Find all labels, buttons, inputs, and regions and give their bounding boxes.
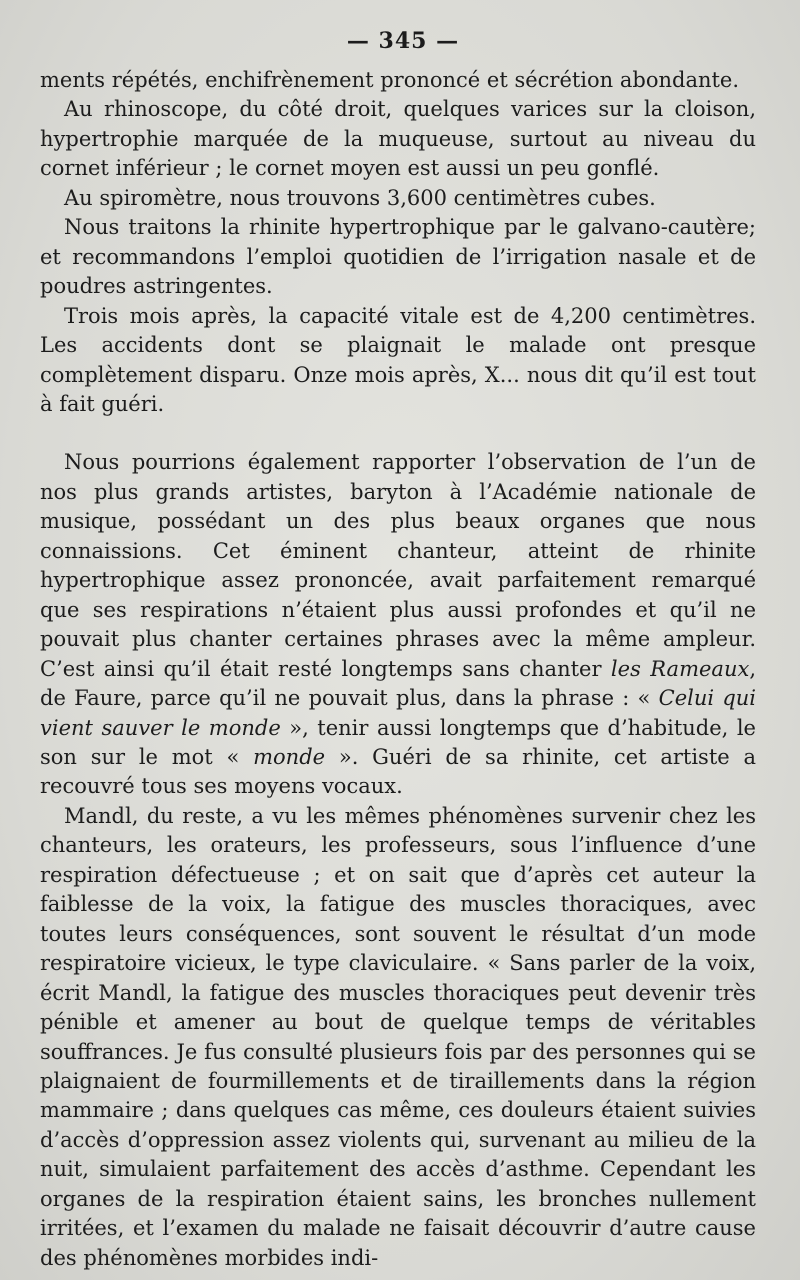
paragraph-p2 [40, 184, 756, 213]
page-number: — 345 — [346, 28, 460, 54]
paragraph-p0 [40, 66, 756, 95]
paragraph-gap [40, 419, 756, 448]
text-run: Au rhinoscope, du côté droit, quelques varices sur la cloison, hypertrophie marquée de la muqueuse, surtout au niveau du cornet inférieur ; le cornet moyen est aussi un peu gonflé. [40, 97, 756, 181]
text-run: , de Faure, parce qu’il ne pouvait plus, dans la phrase : « [40, 656, 756, 711]
text-run: Mandl, du reste, a vu les mêmes phénomènes survenir chez les chanteurs, les orateurs, les professeurs, sous l’influence d’une respiration défectueuse ; et on sait que d’après cet auteur la faiblesse de la voix, la fatigue des muscles thoraciques, avec toutes leurs conséquences, sont souvent le résultat d’un mode respiratoire vicieux, le type claviculaire. « Sans parler de la voix, écrit Mandl, la fatigue des muscles thoraciques peut devenir très pénible et amener au bout de quelque temps de véritables souffrances. Je fus consulté plusieurs fois par des personnes qui se plaignaient de fourmillements et de tiraillements dans la région mammaire ; dans quelques cas même, ces douleurs étaient suivies d’accès d’oppression assez violents qui, survenant au milieu de la nuit, simulaient parfaitement des accès d’asthme. Cependant les organes de la respiration étaient sains, les bronches nullement irritées, et l’examen du malade ne faisait découvrir d’autre cause des phénomènes morbides indi- [40, 803, 756, 1270]
paragraph-p3 [40, 213, 756, 301]
paragraph-p4 [40, 302, 756, 420]
italic-text: monde [253, 744, 326, 769]
italic-text: les Rameaux [610, 656, 750, 681]
text-run: Nous pourrions également rapporter l’observation de l’un de nos plus grands artistes, baryton à l’Académie nationale de musique, possédant un des plus beaux organes que nous connaissions. Cet éminent chanteur, atteint de rhinite hypertrophique assez prononcée, avait parfaitement remarqué que ses respirations n’étaient plus aussi profondes et qu’il ne pouvait plus chanter certaines phrases avec la même ampleur. C’est ainsi qu’il était resté longtemps sans chanter [40, 450, 756, 681]
text-run: ». Guéri de sa rhinite, cet artiste a recouvré tous ses moyens vocaux. [40, 744, 756, 799]
text-run: », tenir aussi longtemps que d’habitude, le son sur le mot « [40, 715, 756, 769]
text-run: Trois mois après, la capacité vitale est de 4,200 centimètres. Les accidents dont se plaignait le malade ont presque complètement disparu. Onze mois après, X... nous dit qu’il est tout à fait guéri. [40, 303, 756, 416]
italic-text: Celui qui vient sauver le monde [40, 686, 757, 740]
text-run: ments répétés, enchifrènement prononcé et sécrétion abondante. [40, 68, 740, 92]
body-text [40, 66, 756, 1273]
paragraph-p1 [40, 95, 756, 183]
paragraph-p6 [40, 802, 756, 1273]
text-run: Au spiromètre, nous trouvons 3,600 centimètres cubes. [64, 185, 656, 210]
paragraph-p5 [40, 448, 756, 801]
text-run: Nous traitons la rhinite hypertrophique par le galvano-cautère; et recommandons l’emploi quotidien de l’irrigation nasale et de poudres astringentes. [40, 215, 756, 299]
